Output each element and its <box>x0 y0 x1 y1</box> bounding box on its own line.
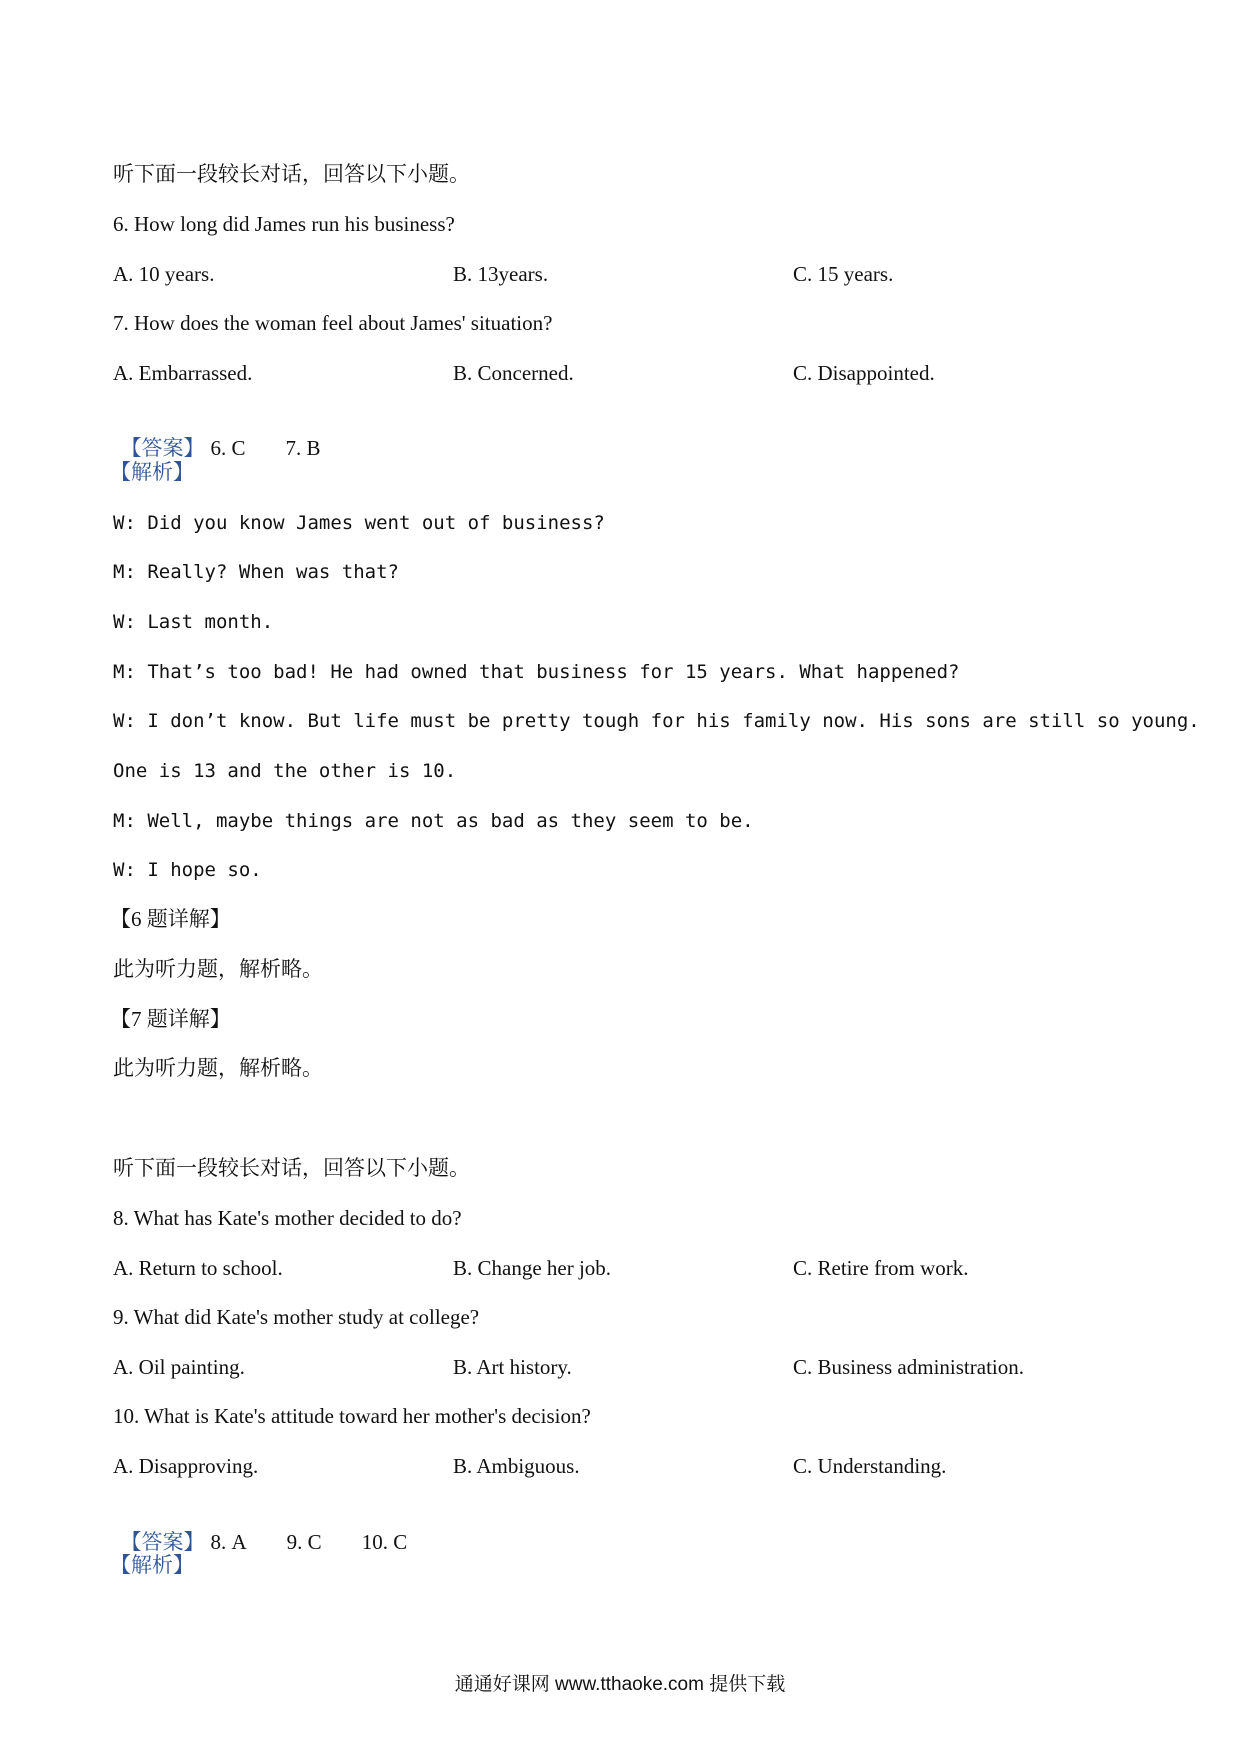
q8-option-a: A. Return to school. <box>113 1256 283 1280</box>
answer-8: 8. A <box>210 1530 247 1554</box>
dialogue-line: One is 13 and the other is 10. <box>113 760 457 782</box>
q7-option-b: B. Concerned. <box>453 361 574 385</box>
question-6: 6. How long did James run his business? <box>113 212 455 236</box>
q6-option-a: A. 10 years. <box>113 262 215 286</box>
q7-option-a: A. Embarrassed. <box>113 361 253 385</box>
question-8: 8. What has Kate's mother decided to do? <box>113 1206 462 1230</box>
answer-7: 7. B <box>285 436 321 460</box>
q9-option-c: C. Business administration. <box>793 1355 1024 1379</box>
detail-6-label: 【6 题详解】 <box>110 907 231 931</box>
analysis-label: 【解析】 <box>110 460 194 484</box>
detail-7-label: 【7 题详解】 <box>110 1007 231 1031</box>
dialogue-line: W: Last month. <box>113 611 274 633</box>
q7-option-c: C. Disappointed. <box>793 361 935 385</box>
detail-7-text: 此为听力题，解析略。 <box>113 1056 323 1080</box>
analysis-label: 【解析】 <box>110 1553 194 1577</box>
q6-option-c: C. 15 years. <box>793 262 894 286</box>
section-heading: 听下面一段较长对话，回答以下小题。 <box>113 162 470 186</box>
answer-label: 【答案】 <box>120 1530 205 1554</box>
q10-option-a: A. Disapproving. <box>113 1454 259 1478</box>
answer-6: 6. C <box>210 436 246 460</box>
answer-label: 【答案】 <box>120 436 205 460</box>
dialogue-line: W: Did you know James went out of business? <box>113 512 605 534</box>
section-heading: 听下面一段较长对话，回答以下小题。 <box>113 1156 470 1180</box>
detail-6-text: 此为听力题，解析略。 <box>113 957 323 981</box>
dialogue-line: M: Well, maybe things are not as bad as they seem to be. <box>113 810 754 832</box>
q6-option-b: B. 13years. <box>453 262 549 286</box>
dialogue-line: M: Really? When was that? <box>113 561 399 583</box>
answer-line <box>110 409 321 461</box>
answer-10: 10. C <box>361 1530 408 1554</box>
question-7: 7. How does the woman feel about James' situation? <box>113 311 553 335</box>
question-10: 10. What is Kate's attitude toward her mother's decision? <box>113 1404 591 1428</box>
answer-line <box>110 1503 407 1555</box>
q8-option-c: C. Retire from work. <box>793 1256 969 1280</box>
dialogue-line: M: That’s too bad! He had owned that business for 15 years. What happened? <box>113 661 960 683</box>
q10-option-b: B. Ambiguous. <box>453 1454 580 1478</box>
q10-option-c: C. Understanding. <box>793 1454 947 1478</box>
answer-9: 9. C <box>286 1530 322 1554</box>
dialogue-line: W: I don’t know. But life must be pretty tough for his family now. His sons are still so young. <box>113 710 1200 732</box>
question-9: 9. What did Kate's mother study at college? <box>113 1305 480 1329</box>
q8-option-b: B. Change her job. <box>453 1256 612 1280</box>
q9-option-b: B. Art history. <box>453 1355 572 1379</box>
q9-option-a: A. Oil painting. <box>113 1355 245 1379</box>
footer-watermark: 通通好课网 www.tthaoke.com 提供下载 <box>454 1674 786 1695</box>
dialogue-line: W: I hope so. <box>113 859 262 881</box>
